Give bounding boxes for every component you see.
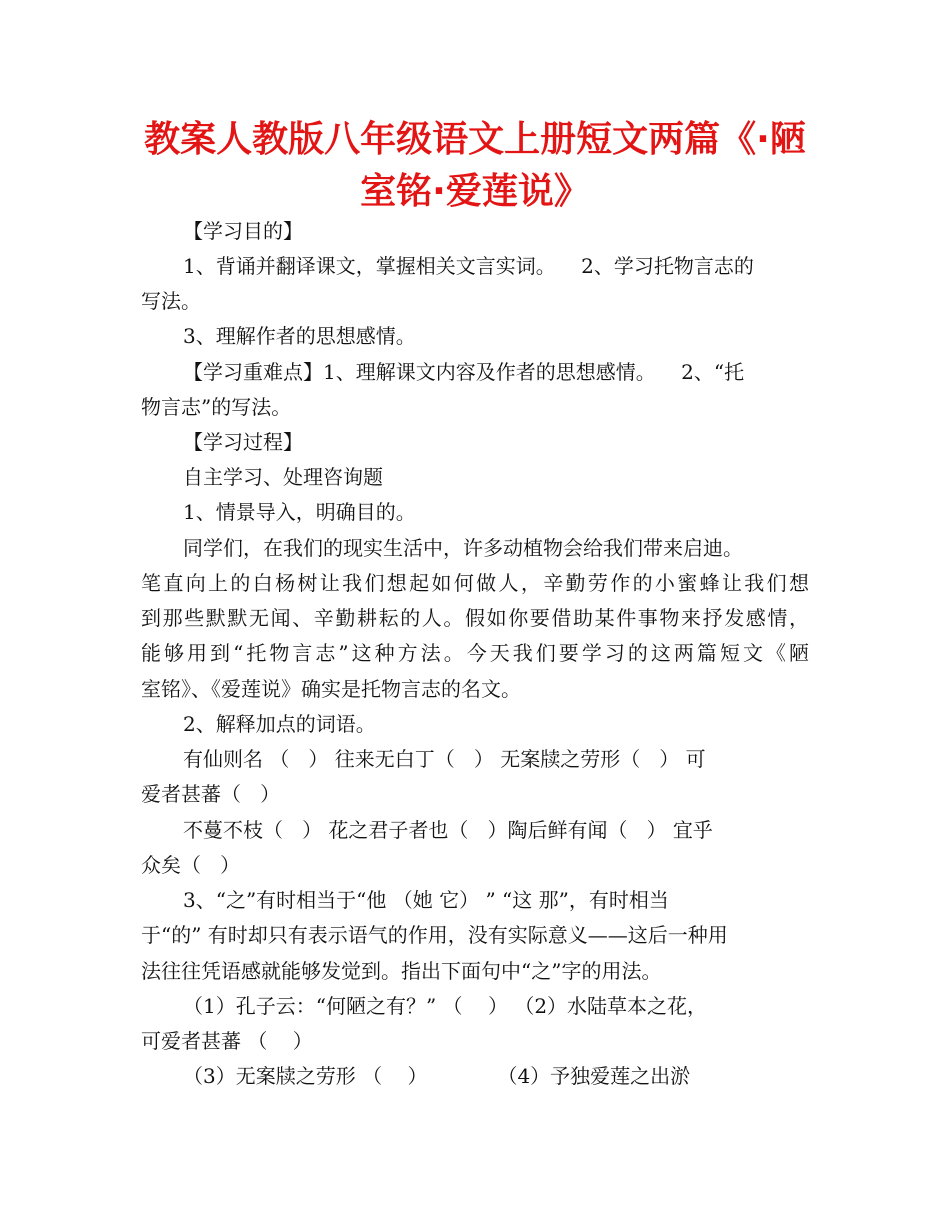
section-heading-process: 【学习过程】 — [183, 430, 303, 454]
paragraph-line: 于“的” 有时却只有表示语气的作用，没有实际意义——这后一种用 — [141, 923, 728, 947]
paragraph-line: 3、理解作者的思想感情。 — [183, 324, 416, 348]
section-heading-key-points: 【学习重难点】1、理解课文内容及作者的思想感情。 2、“托 — [183, 360, 745, 384]
paragraph-line: 能够用到“托物言志”这种方法。今天我们要学习的这两篇短文《陋 — [141, 641, 809, 665]
paragraph-line: 自主学习、处理咨询题 — [183, 465, 383, 489]
exercise-line: （1）孔子云：“何陋之有？” （ ） （2）水陆草本之花， — [183, 994, 708, 1018]
paragraph-line: 法往往凭语感就能够发觉到。指出下面句中“之”字的用法。 — [141, 959, 662, 983]
exercise-line: 有仙则名 （ ） 往来无白丁（ ） 无案牍之劳形（ ） 可 — [183, 747, 706, 771]
paragraph-line: 写法。 — [141, 289, 201, 313]
document-title-line-2: 室铭·爱莲说》 — [360, 171, 590, 212]
paragraph-line: 1、情景导入，明确目的。 — [183, 500, 416, 524]
document-title-line-1: 教案人教版八年级语文上册短文两篇《·陋 — [144, 119, 806, 160]
exercise-line: 爱者甚蕃（ ） — [141, 782, 281, 806]
paragraph-line: 3、“之”有时相当于“他 （她 它） ” “这 那”，有时相当 — [183, 888, 669, 912]
exercise-line: （3）无案牍之劳形 （ ） （4）予独爱莲之出淤 — [183, 1064, 691, 1088]
section-heading-objectives: 【学习目的】 — [183, 219, 303, 243]
paragraph-line: 2、解释加点的词语。 — [183, 712, 376, 736]
exercise-line: 可爱者甚蕃 （ ） — [141, 1029, 313, 1053]
exercise-line: 众矣（ ） — [141, 853, 241, 877]
paragraph-line: 1、背诵并翻译课文，掌握相关文言实词。 2、学习托物言志的 — [183, 254, 754, 278]
paragraph-line: 室铭》、《爱莲说》确实是托物言志的名文。 — [141, 677, 521, 701]
paragraph-line: 物言志”的写法。 — [141, 395, 292, 419]
paragraph-line: 同学们，在我们的现实生活中，许多动植物会给我们带来启迪。 — [183, 536, 743, 560]
exercise-line: 不蔓不枝（ ） 花之君子者也（ ）陶后鲜有闻（ ） 宜乎 — [183, 818, 713, 842]
paragraph-line: 笔直向上的白杨树让我们想起如何做人，辛勤劳作的小蜜蜂让我们想 — [141, 571, 809, 595]
paragraph-line: 到那些默默无闻、辛勤耕耘的人。假如你要借助某件事物来抒发感情， — [141, 606, 809, 630]
